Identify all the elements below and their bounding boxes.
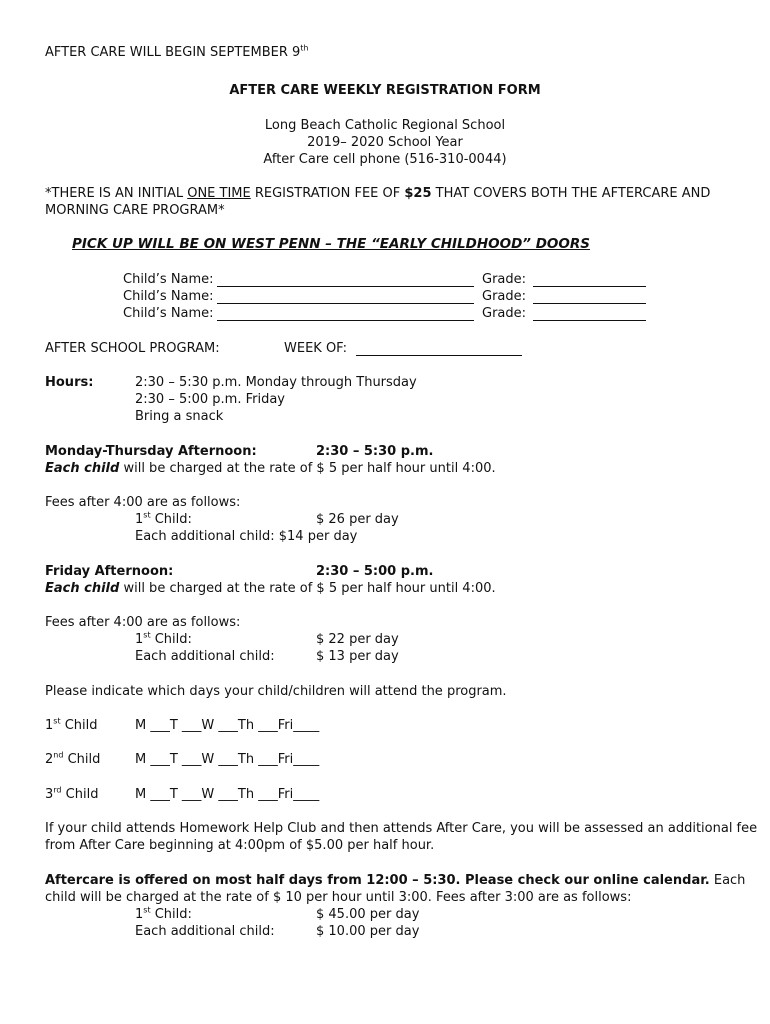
child-name-field[interactable] [217,286,474,287]
child-days-field-3[interactable]: M ___T ___W ___Th ___Fri____ [135,787,320,802]
form-title: AFTER CARE WEEKLY REGISTRATION FORM [229,83,541,98]
hours-line-2: 2:30 – 5:00 p.m. Friday [135,392,285,407]
mon-thu-rate: Each child will be charged at the rate of $ 5 per half hour until 4:00. [45,461,496,476]
fee-note-line2: MORNING CARE PROGRAM* [45,203,225,218]
week-of-field[interactable] [356,355,522,356]
school-name: Long Beach Catholic Regional School [264,118,506,133]
half-days-rate: child will be charged at the rate of $ 10 per hour until 3:00. Fees after 3:00 are as follows: [45,890,632,905]
start-note: AFTER CARE WILL BEGIN SEPTEMBER 9th [45,43,309,60]
grade-field[interactable] [533,303,646,304]
friday-first-child: 1st Child: [135,630,192,647]
half-days-additional-fee: $ 10.00 per day [316,924,420,939]
mon-thu-time: 2:30 – 5:30 p.m. [316,444,434,459]
child-name-label: Child’s Name: [123,272,214,287]
grade-label: Grade: [482,272,527,287]
child-name-label: Child’s Name: [123,306,214,321]
school-year: 2019– 2020 School Year [307,135,463,150]
friday-heading: Friday Afternoon: [45,564,174,579]
mon-thu-first-child-fee: $ 26 per day [316,512,399,527]
program-label: AFTER SCHOOL PROGRAM: [45,341,220,356]
mon-thu-fees-label: Fees after 4:00 are as follows: [45,495,241,510]
mon-thu-additional: Each additional child: $14 per day [135,529,358,544]
hours-line-3: Bring a snack [135,409,224,424]
friday-additional-label: Each additional child: [135,649,275,664]
mon-thu-first-child: 1st Child: [135,510,192,527]
hours-label: Hours: [45,375,94,390]
child-days-label-3: 3rd Child [45,785,99,802]
days-instruction: Please indicate which days your child/children will attend the program. [45,684,507,699]
friday-first-child-fee: $ 22 per day [316,632,399,647]
half-days-first-child-fee: $ 45.00 per day [316,907,420,922]
child-days-field-2[interactable]: M ___T ___W ___Th ___Fri____ [135,752,320,767]
grade-field[interactable] [533,286,646,287]
mon-thu-heading: Monday-Thursday Afternoon: [45,444,257,459]
homework-note-line-2: from After Care beginning at 4:00pm of $5.00 per half hour. [45,838,435,853]
grade-field[interactable] [533,320,646,321]
fee-note: *THERE IS AN INITIAL ONE TIME REGISTRATION FEE OF $25 THAT COVERS BOTH THE AFTERCARE AND [45,186,711,201]
hours-line-1: 2:30 – 5:30 p.m. Monday through Thursday [135,375,417,390]
child-days-label-2: 2nd Child [45,750,101,767]
child-name-field[interactable] [217,320,474,321]
child-name-label: Child’s Name: [123,289,214,304]
child-name-field[interactable] [217,303,474,304]
half-days-additional-label: Each additional child: [135,924,275,939]
child-days-label-1: 1st Child [45,716,98,733]
half-days-first-child: 1st Child: [135,905,192,922]
cell-phone: After Care cell phone (516-310-0044) [263,152,507,167]
friday-time: 2:30 – 5:00 p.m. [316,564,434,579]
pickup-notice: PICK UP WILL BE ON WEST PENN – THE “EARLY CHILDHOOD” DOORS [72,236,590,252]
half-days-note: Aftercare is offered on most half days from 12:00 – 5:30. Please check our online calendar. Each [45,873,746,888]
child-days-field-1[interactable]: M ___T ___W ___Th ___Fri____ [135,718,320,733]
grade-label: Grade: [482,289,527,304]
grade-label: Grade: [482,306,527,321]
homework-note-line-1: If your child attends Homework Help Club and then attends After Care, you will be assessed an additional fee [45,821,758,836]
week-of-label: WEEK OF: [284,341,348,356]
friday-fees-label: Fees after 4:00 are as follows: [45,615,241,630]
friday-additional-fee: $ 13 per day [316,649,399,664]
friday-rate: Each child will be charged at the rate of $ 5 per half hour until 4:00. [45,581,496,596]
